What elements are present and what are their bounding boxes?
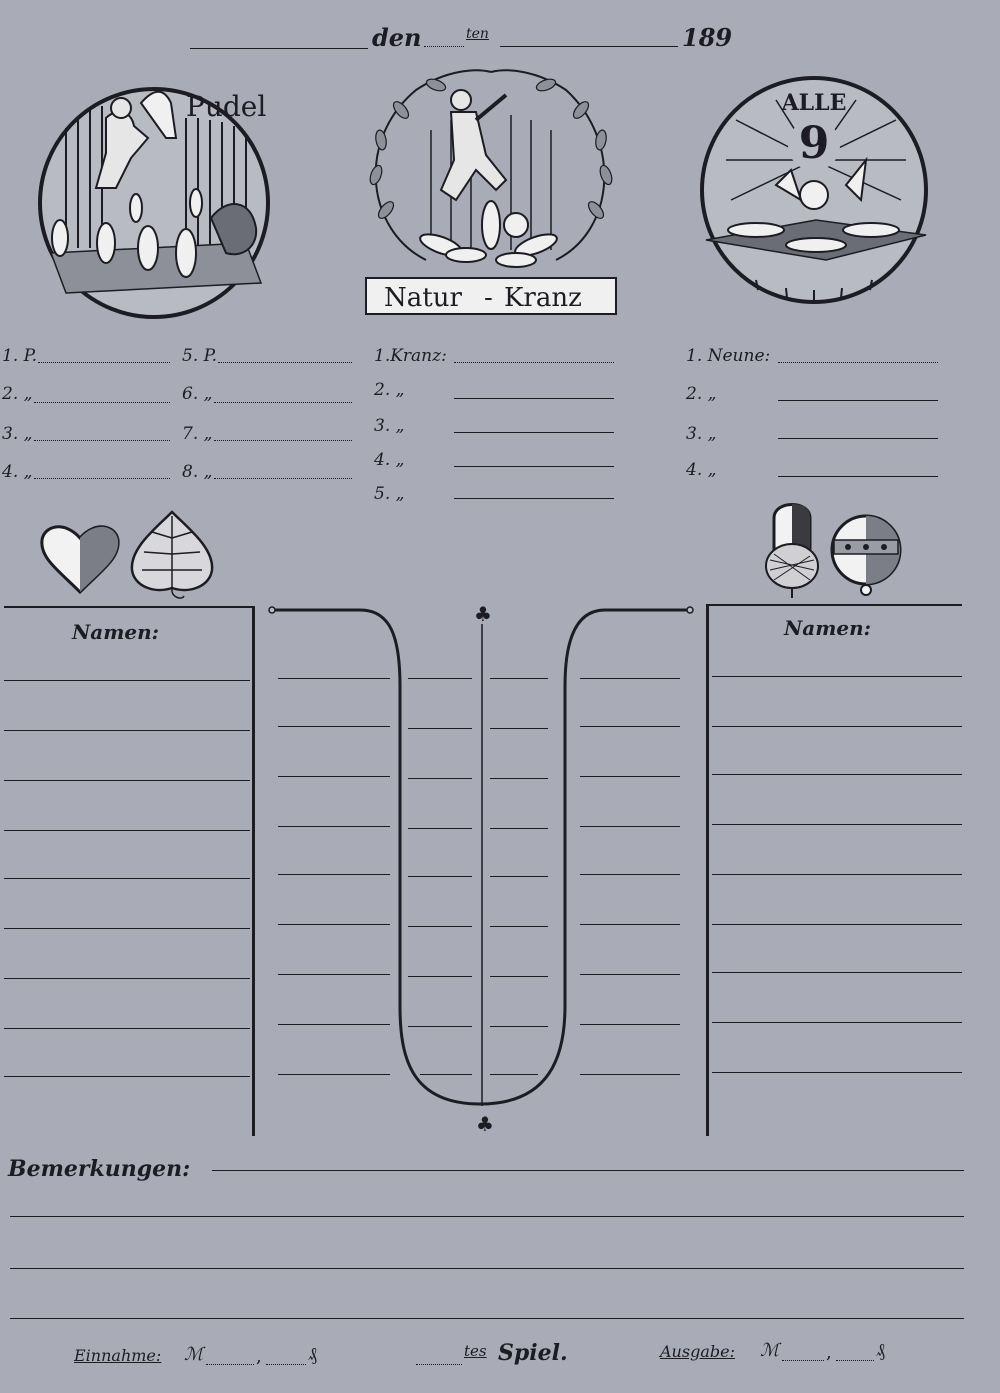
pudel-3-line[interactable] [34, 440, 170, 441]
date-line-left [190, 48, 368, 49]
score-line[interactable] [278, 726, 390, 727]
tes-label: tes [464, 1342, 487, 1360]
neune-1-line[interactable] [778, 362, 938, 363]
year-label: 189 [682, 23, 733, 52]
pudel-3-label: 3. „ [2, 424, 33, 444]
left-name-row[interactable] [4, 730, 250, 731]
svg-text:-: - [484, 283, 493, 313]
kranz-1-label: 1.Kranz: [374, 346, 447, 366]
left-name-row[interactable] [4, 928, 250, 929]
score-line[interactable] [490, 828, 548, 829]
kranz-word: Kranz [504, 283, 582, 313]
left-names-top-rule [4, 606, 254, 608]
pudel-2-label: 2. „ [2, 384, 33, 404]
score-line[interactable] [580, 776, 680, 777]
score-line[interactable] [490, 678, 548, 679]
pudel-6-line[interactable] [214, 402, 352, 403]
bell-icon [828, 514, 904, 596]
score-line[interactable] [408, 926, 472, 927]
ausgabe-mark-symbol: ℳ [760, 1340, 780, 1361]
left-name-row[interactable] [4, 1028, 250, 1029]
einnahme-mark-line[interactable] [206, 1364, 254, 1365]
game-number-line[interactable] [416, 1364, 462, 1365]
score-line[interactable] [278, 974, 390, 975]
einnahme-label: Einnahme: [74, 1346, 162, 1365]
ten-label: ten [466, 26, 489, 42]
kranz-3-line[interactable] [454, 432, 614, 433]
score-line[interactable] [580, 974, 680, 975]
right-name-row[interactable] [712, 972, 962, 973]
ausgabe-comma: , [826, 1342, 832, 1363]
remarks-label: Bemerkungen: [8, 1156, 191, 1182]
spiel-label: Spiel. [498, 1340, 568, 1366]
ausgabe-label: Ausgabe: [660, 1342, 735, 1361]
einnahme-comma: , [256, 1346, 262, 1367]
left-name-row[interactable] [4, 830, 250, 831]
left-names-divider [252, 606, 255, 1136]
right-name-row[interactable] [712, 1022, 962, 1023]
left-name-row[interactable] [4, 1076, 250, 1077]
remarks-line[interactable] [10, 1318, 964, 1319]
pudel-4-line[interactable] [34, 478, 170, 479]
pudel-5-line[interactable] [218, 362, 352, 363]
kranz-5-line[interactable] [454, 498, 614, 499]
remarks-line[interactable] [212, 1170, 964, 1171]
score-line[interactable] [408, 976, 472, 977]
right-names-header: Namen: [784, 616, 872, 640]
right-names-top-rule [708, 604, 962, 606]
score-line[interactable] [490, 778, 548, 779]
leaf-icon [128, 508, 218, 604]
score-line[interactable] [408, 1026, 472, 1027]
score-line[interactable] [278, 1024, 390, 1025]
kranz-1-line[interactable] [454, 362, 614, 363]
right-name-row[interactable] [712, 824, 962, 825]
neune-2-line[interactable] [778, 400, 938, 401]
neune-1-label: 1. Neune: [686, 346, 771, 366]
pudel-word: Pudel [186, 90, 267, 123]
pudel-emblem-icon [36, 78, 276, 318]
kranz-5-label: 5. „ [374, 484, 405, 504]
score-line[interactable] [580, 678, 680, 679]
pudel-8-line[interactable] [214, 478, 352, 479]
score-line[interactable] [278, 874, 390, 875]
left-name-row[interactable] [4, 680, 250, 681]
score-line[interactable] [490, 976, 548, 977]
score-line[interactable] [408, 876, 472, 877]
score-line[interactable] [490, 1074, 538, 1075]
left-name-row[interactable] [4, 780, 250, 781]
ausgabe-mark-line[interactable] [782, 1360, 824, 1361]
score-line[interactable] [490, 876, 548, 877]
score-line[interactable] [278, 826, 390, 827]
remarks-line[interactable] [10, 1268, 964, 1269]
right-name-row[interactable] [712, 726, 962, 727]
score-line[interactable] [580, 826, 680, 827]
left-name-row[interactable] [4, 978, 250, 979]
pudel-1-label: 1. P. [2, 346, 38, 366]
score-line[interactable] [490, 926, 548, 927]
pudel-1-line[interactable] [38, 362, 170, 363]
nine-digit: 9 [798, 118, 830, 169]
alle-neune-emblem-icon [696, 80, 936, 305]
kranz-2-label: 2. „ [374, 380, 405, 400]
score-line[interactable] [580, 924, 680, 925]
right-name-row[interactable] [712, 676, 962, 677]
right-name-row[interactable] [712, 924, 962, 925]
score-line[interactable] [580, 874, 680, 875]
remarks-line[interactable] [10, 1216, 964, 1217]
pudel-7-label: 7. „ [182, 424, 213, 444]
kranz-3-label: 3. „ [374, 416, 405, 436]
heart-icon [38, 520, 122, 594]
pudel-5-label: 5. P. [182, 346, 218, 366]
right-name-row[interactable] [712, 1072, 962, 1073]
kranz-emblem-icon [356, 60, 626, 328]
kranz-4-label: 4. „ [374, 450, 405, 470]
neune-4-label: 4. „ [686, 460, 717, 480]
neune-3-line[interactable] [778, 438, 938, 439]
pudel-8-label: 8. „ [182, 462, 213, 482]
score-line[interactable] [278, 776, 390, 777]
score-line[interactable] [408, 678, 472, 679]
right-name-row[interactable] [712, 874, 962, 875]
left-name-row[interactable] [4, 878, 250, 879]
pudel-4-label: 4. „ [2, 462, 33, 482]
score-line[interactable] [580, 1024, 680, 1025]
score-line[interactable] [490, 728, 548, 729]
score-line[interactable] [408, 778, 472, 779]
den-label: den [372, 23, 422, 52]
date-day-line [424, 46, 464, 47]
neune-3-label: 3. „ [686, 424, 717, 444]
neune-2-label: 2. „ [686, 384, 717, 404]
ausgabe-pf-line[interactable] [836, 1360, 874, 1361]
einnahme-mark-symbol: ℳ [184, 1344, 204, 1365]
acorn-icon [760, 500, 824, 600]
kranz-2-line[interactable] [454, 398, 614, 399]
pudel-2-line[interactable] [34, 402, 170, 403]
kranz-4-line[interactable] [454, 466, 614, 467]
score-line[interactable] [408, 728, 472, 729]
score-line[interactable] [420, 1074, 472, 1075]
score-line[interactable] [580, 1074, 680, 1075]
right-name-row[interactable] [712, 774, 962, 775]
neune-4-line[interactable] [778, 476, 938, 477]
date-month-line [500, 46, 678, 47]
einnahme-pf-symbol: ₰ [308, 1344, 317, 1365]
club-icon: ♣ [476, 1112, 494, 1136]
pudel-6-label: 6. „ [182, 384, 213, 404]
alle-word: ALLE [781, 90, 847, 116]
einnahme-pf-line[interactable] [266, 1364, 306, 1365]
natur-word: Natur [384, 283, 462, 313]
ausgabe-pf-symbol: ₰ [876, 1340, 885, 1361]
score-line[interactable] [278, 678, 390, 679]
score-line[interactable] [490, 1026, 548, 1027]
pudel-7-line[interactable] [214, 440, 352, 441]
left-names-header: Namen: [72, 620, 160, 644]
score-line[interactable] [408, 828, 472, 829]
club-icon: ♣ [474, 602, 492, 626]
score-line[interactable] [580, 726, 680, 727]
score-line[interactable] [278, 1074, 390, 1075]
score-line[interactable] [278, 924, 390, 925]
